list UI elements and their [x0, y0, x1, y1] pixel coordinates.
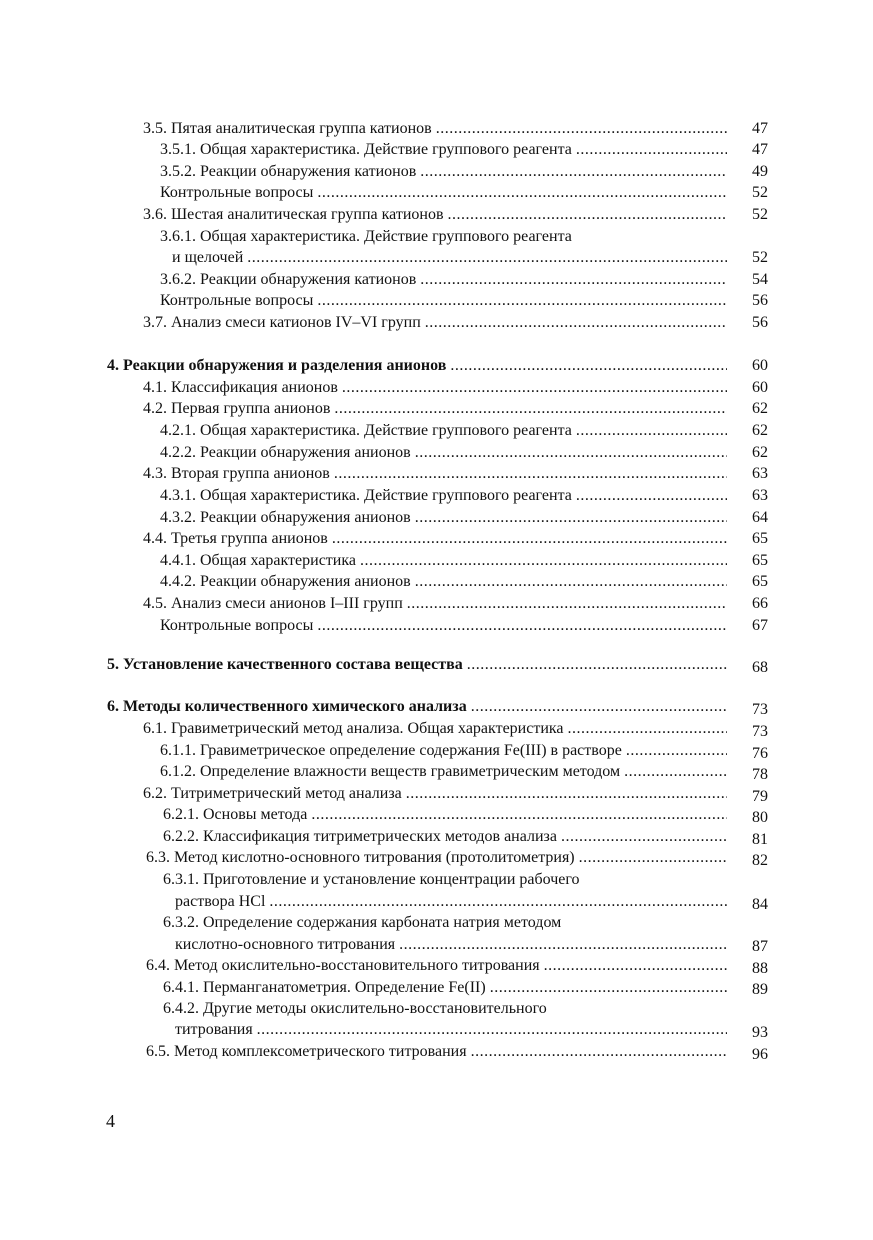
dot-leader — [334, 464, 727, 484]
toc-entry[interactable] — [175, 892, 727, 912]
toc-page-number: 47 — [752, 120, 768, 137]
toc-page-number: 52 — [752, 249, 768, 266]
toc-entry-title: 6.3.2. Определение содержания карбоната натрия методом — [163, 914, 562, 931]
toc-page-number: 62 — [752, 444, 768, 461]
dot-leader — [544, 956, 727, 976]
toc-entry[interactable] — [175, 1020, 727, 1040]
toc-entry-title: кислотно-основного титрования — [175, 936, 396, 953]
toc-entry[interactable] — [160, 162, 727, 182]
toc-entry[interactable] — [107, 655, 727, 675]
toc-entry[interactable] — [146, 1042, 727, 1062]
toc-entry[interactable] — [163, 827, 727, 847]
toc-entry-title: раствора HCl — [175, 893, 266, 910]
toc-entry-title: 4.5. Анализ смеси анионов I–III групп — [143, 595, 403, 612]
dot-leader — [269, 892, 727, 912]
toc-entry-title: 3.5.2. Реакции обнаружения катионов — [160, 163, 417, 180]
toc-page-number: 52 — [752, 206, 768, 223]
dot-leader — [317, 616, 727, 636]
toc-page-number: 63 — [752, 487, 768, 504]
toc-entry-title: 4. Реакции обнаружения и разделения анионов — [107, 357, 447, 374]
dot-leader — [579, 848, 727, 868]
toc-page-number: 68 — [752, 659, 768, 676]
toc-page-number: 60 — [752, 379, 768, 396]
dot-leader — [561, 827, 727, 847]
toc-page-number: 93 — [752, 1024, 768, 1041]
toc-entry[interactable] — [143, 594, 727, 614]
toc-entry[interactable] — [160, 508, 727, 528]
toc-entry-title: 3.6. Шестая аналитическая группа катионов — [143, 206, 444, 223]
toc-page-number: 81 — [752, 831, 768, 848]
toc-entry-title: 4.2.1. Общая характеристика. Действие группового реагента — [160, 422, 572, 439]
toc-page-number: 52 — [752, 184, 768, 201]
toc-entry-title: 6.1.1. Гравиметрическое определение содержания Fe(III) в растворе — [160, 742, 622, 759]
dot-leader — [257, 1020, 727, 1040]
toc-entry-title: 4.3. Вторая группа анионов — [143, 465, 330, 482]
toc-entry-title: 3.6.1. Общая характеристика. Действие группового реагента — [160, 228, 572, 245]
toc-entry-title: Контрольные вопросы — [160, 617, 314, 634]
toc-entry[interactable] — [160, 616, 727, 636]
toc-entry[interactable] — [160, 443, 727, 463]
dot-leader — [332, 529, 727, 549]
dot-leader — [406, 784, 727, 804]
dot-leader — [626, 741, 727, 761]
toc-entry[interactable] — [160, 551, 727, 571]
toc-entry-title: титрования — [175, 1021, 253, 1038]
toc-entry-title: 6. Методы количественного химического анализа — [107, 698, 467, 715]
dot-leader — [311, 805, 727, 825]
toc-entry-title: 6.4. Метод окислительно-восстановительного титрования — [146, 957, 540, 974]
toc-page-number: 62 — [752, 400, 768, 417]
toc-entry-title: 6.2.2. Классификация титриметрических методов анализа — [163, 828, 557, 845]
toc-entry-title: 6.3.1. Приготовление и установление концентрации рабочего — [163, 871, 580, 888]
toc-page-number: 88 — [752, 960, 768, 977]
dot-leader — [471, 1042, 727, 1062]
dot-leader — [415, 572, 727, 592]
toc-page-number: 84 — [752, 896, 768, 913]
toc-entry[interactable] — [160, 421, 727, 441]
toc-entry-title: 6.1. Гравиметрический метод анализа. Общая характеристика — [143, 720, 564, 737]
toc-entry[interactable] — [160, 572, 727, 592]
toc-page-number: 87 — [752, 938, 768, 955]
toc-entry[interactable] — [160, 183, 727, 203]
dot-leader — [450, 356, 727, 376]
toc-entry-title: 4.4.1. Общая характеристика — [160, 552, 356, 569]
toc-entry-title: 6.3. Метод кислотно-основного титрования (протолитометрия) — [146, 849, 575, 866]
toc-page-number: 65 — [752, 530, 768, 547]
toc-entry-title: 6.5. Метод комплексометрического титрования — [146, 1043, 467, 1060]
toc-entry[interactable] — [160, 227, 740, 247]
dot-leader — [624, 762, 727, 782]
toc-page-number: 56 — [752, 292, 768, 309]
page-number: 4 — [106, 1111, 115, 1131]
dot-leader — [467, 655, 727, 675]
toc-entry[interactable] — [163, 978, 727, 998]
toc-entry[interactable] — [146, 956, 727, 976]
toc-entry-title: 3.7. Анализ смеси катионов IV–VI групп — [143, 314, 421, 331]
dot-leader — [247, 248, 727, 268]
toc-entry-title: 6.1.2. Определение влажности веществ гравиметрическим методом — [160, 763, 621, 780]
toc-entry-title: Контрольные вопросы — [160, 292, 314, 309]
toc-entry-title: 3.5. Пятая аналитическая группа катионов — [143, 120, 432, 137]
toc-entry[interactable] — [143, 119, 727, 139]
dot-leader — [317, 183, 727, 203]
dot-leader — [334, 399, 727, 419]
toc-entry[interactable] — [107, 356, 727, 376]
dot-leader — [317, 291, 727, 311]
toc-page-number: 73 — [752, 701, 768, 718]
toc-page-number: 60 — [752, 357, 768, 374]
toc-page-number: 82 — [752, 852, 768, 869]
dot-leader — [415, 443, 727, 463]
dot-leader — [425, 313, 727, 333]
toc-entry[interactable] — [143, 205, 727, 225]
dot-leader — [576, 421, 727, 441]
toc-entry-title: 3.6.2. Реакции обнаружения катионов — [160, 271, 417, 288]
toc-page-number: 47 — [752, 141, 768, 158]
toc-page-number: 78 — [752, 766, 768, 783]
toc-entry[interactable] — [143, 529, 727, 549]
toc-page-number: 64 — [752, 509, 768, 526]
toc-page-number: 67 — [752, 617, 768, 634]
dot-leader — [576, 140, 727, 160]
toc-page-number: 65 — [752, 552, 768, 569]
dot-leader — [448, 205, 727, 225]
toc-page-number: 65 — [752, 573, 768, 590]
dot-leader — [471, 697, 727, 717]
toc-entry-title: 4.2. Первая группа анионов — [143, 400, 331, 417]
dot-leader — [420, 270, 727, 290]
toc-entry[interactable] — [143, 399, 727, 419]
toc-entry[interactable] — [160, 486, 727, 506]
toc-entry[interactable] — [160, 741, 727, 761]
toc-entry-title: 4.4.2. Реакции обнаружения анионов — [160, 573, 411, 590]
toc-page-number: 96 — [752, 1046, 768, 1063]
toc-page-number: 62 — [752, 422, 768, 439]
toc-entry-title: 4.1. Классификация анионов — [143, 379, 338, 396]
toc-entry[interactable] — [160, 140, 727, 160]
dot-leader — [576, 486, 727, 506]
dot-leader — [420, 162, 727, 182]
toc-entry-title: и щелочей — [172, 249, 244, 266]
toc-page-number: 79 — [752, 788, 768, 805]
toc-page-number: 63 — [752, 465, 768, 482]
toc-page-number: 66 — [752, 595, 768, 612]
dot-leader — [415, 508, 727, 528]
toc-entry[interactable] — [143, 464, 727, 484]
toc-entry[interactable] — [160, 291, 727, 311]
toc-entry[interactable] — [163, 805, 727, 825]
toc-entry-title: 6.2.1. Основы метода — [163, 806, 308, 823]
dot-leader — [342, 378, 727, 398]
dot-leader — [490, 978, 727, 998]
toc-page-number: 56 — [752, 314, 768, 331]
toc-entry-title: 6.2. Титриметрический метод анализа — [143, 785, 402, 802]
toc-page-number: 54 — [752, 271, 768, 288]
toc-page-number: 80 — [752, 809, 768, 826]
toc-entry[interactable] — [143, 784, 727, 804]
dot-leader — [407, 594, 727, 614]
toc-entry-title: 4.2.2. Реакции обнаружения анионов — [160, 444, 411, 461]
toc-entry-title: 4.4. Третья группа анионов — [143, 530, 328, 547]
toc-entry-title: 5. Установление качественного состава вещества — [107, 656, 463, 673]
toc-entry[interactable] — [143, 378, 727, 398]
toc-page-number: 89 — [752, 981, 768, 998]
toc-entry-title: 4.3.2. Реакции обнаружения анионов — [160, 509, 411, 526]
toc-entry[interactable] — [172, 248, 727, 268]
toc-entry[interactable] — [143, 719, 727, 739]
toc-entry[interactable] — [160, 762, 727, 782]
toc-entry-title: 4.3.1. Общая характеристика. Действие группового реагента — [160, 487, 572, 504]
dot-leader — [436, 119, 727, 139]
toc-entry[interactable] — [146, 848, 727, 868]
toc-entry-title: 6.4.1. Перманганатометрия. Определение Fe(II) — [163, 979, 486, 996]
toc-entry-title: 6.4.2. Другие методы окислительно-восстановительного — [163, 1000, 547, 1017]
toc-entry[interactable] — [175, 935, 727, 955]
toc-entry-title: Контрольные вопросы — [160, 184, 314, 201]
dot-leader — [399, 935, 727, 955]
toc-entry[interactable] — [163, 999, 740, 1019]
toc-page-number: 73 — [752, 723, 768, 740]
toc-entry[interactable] — [107, 697, 727, 717]
toc-page-number: 76 — [752, 745, 768, 762]
toc-entry[interactable] — [163, 870, 740, 890]
toc-entry[interactable] — [160, 270, 727, 290]
toc-entry[interactable] — [163, 913, 740, 933]
dot-leader — [360, 551, 727, 571]
toc-page-number: 49 — [752, 163, 768, 180]
toc-entry-title: 3.5.1. Общая характеристика. Действие группового реагента — [160, 141, 572, 158]
dot-leader — [568, 719, 727, 739]
toc-entry[interactable] — [143, 313, 727, 333]
